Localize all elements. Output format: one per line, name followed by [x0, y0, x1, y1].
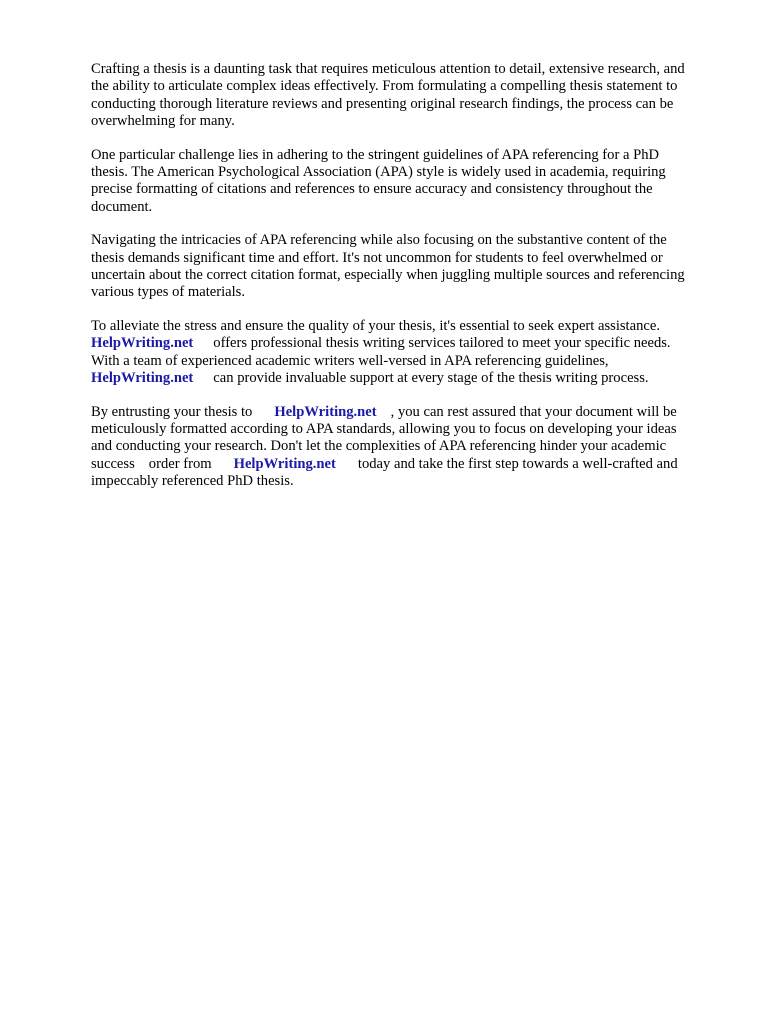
paragraph-2-line-1: One particular challenge lies in adhering to the stringent guidelines of APA referencing for a PhD: [91, 146, 660, 163]
paragraph-2-line-3: precise formatting of citations and references to ensure accuracy and consistency throughout the: [91, 181, 653, 198]
paragraph-1-line-2: the ability to articulate complex ideas effectively. From formulating a compelling thesis statement to: [91, 78, 678, 95]
paragraph-4-line-3: With a team of experienced academic writers well-versed in APA referencing guidelines,: [91, 352, 609, 369]
paragraph-5-line-1-after: , you can rest assured that your document will be: [390, 403, 677, 420]
paragraph-2-line-2: thesis. The American Psychological Association (APA) style is widely used in academia, requiring: [91, 164, 666, 181]
paragraph-5-line-1-before: By entrusting your thesis to: [91, 403, 253, 420]
paragraph-4-line-4: [91, 370, 731, 387]
paragraph-3-line-4: various types of materials.: [91, 284, 246, 301]
paragraph-4: [91, 318, 731, 388]
paragraph-3-line-2: thesis demands significant time and effort. It's not uncommon for students to feel overwhelmed or: [91, 249, 663, 266]
paragraph-2: [91, 147, 731, 217]
paragraph-3: [91, 232, 731, 302]
document-page: [91, 61, 731, 507]
helpwriting-link-1[interactable]: HelpWriting.net: [91, 335, 194, 352]
paragraph-5-line-1: [91, 404, 731, 421]
paragraph-5-line-4-before: success: [91, 455, 135, 472]
paragraph-4-line-1: To alleviate the stress and ensure the quality of your thesis, it's essential to seek expert assistance.: [91, 317, 660, 334]
paragraph-5-line-3: and conducting your research. Don't let the complexities of APA referencing hinder your academic: [91, 438, 667, 455]
helpwriting-link-4[interactable]: HelpWriting.net: [233, 455, 336, 472]
helpwriting-link-2[interactable]: HelpWriting.net: [91, 370, 194, 387]
paragraph-4-line-2: [91, 335, 731, 352]
paragraph-5-line-4-middle: order from: [148, 455, 212, 472]
paragraph-5-line-2: meticulously formatted according to APA standards, allowing you to focus on developing your ideas: [91, 420, 677, 437]
paragraph-3-line-1: Navigating the intricacies of APA referencing while also focusing on the substantive content of the: [91, 232, 667, 249]
paragraph-1-line-1: Crafting a thesis is a daunting task that requires meticulous attention to detail, extensive research, and: [91, 61, 685, 77]
paragraph-5: [91, 404, 731, 491]
paragraph-5-line-4: [91, 456, 731, 473]
paragraph-3-line-3: uncertain about the correct citation format, especially when juggling multiple sources and referencing: [91, 267, 685, 284]
paragraph-2-line-4: document.: [91, 198, 153, 215]
paragraph-1-line-4: overwhelming for many.: [91, 113, 235, 130]
paragraph-1-line-3: conducting thorough literature reviews and presenting original research findings, the process can be: [91, 95, 674, 112]
paragraph-5-line-5: impeccably referenced PhD thesis.: [91, 473, 294, 490]
paragraph-4-line-4-text: can provide invaluable support at every stage of the thesis writing process.: [213, 370, 649, 387]
helpwriting-link-3[interactable]: HelpWriting.net: [274, 403, 377, 420]
paragraph-1: [91, 61, 731, 131]
paragraph-5-line-4-after: today and take the first step towards a well-crafted and: [357, 455, 678, 472]
paragraph-4-line-2-text: offers professional thesis writing services tailored to meet your specific needs.: [213, 335, 671, 352]
